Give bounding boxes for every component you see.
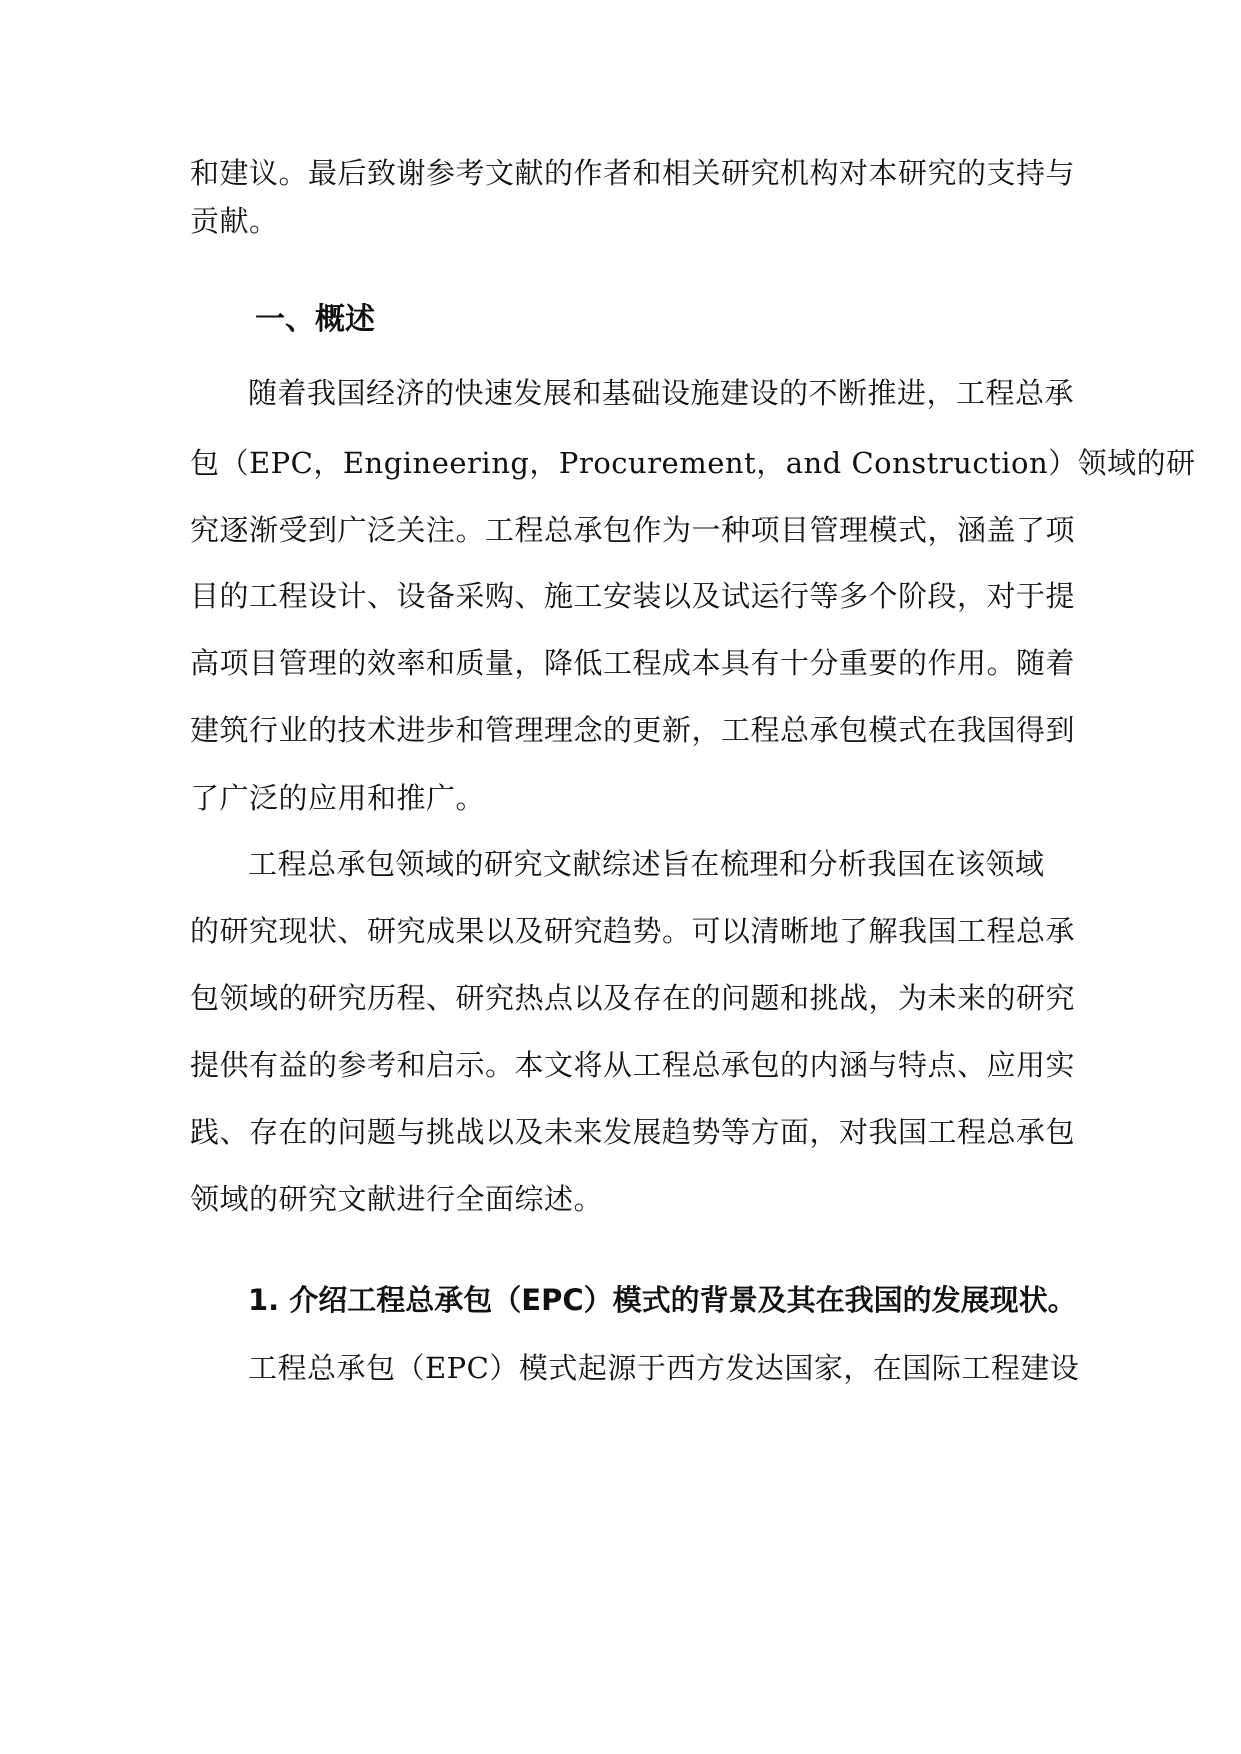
paragraph-line: 提供有益的参考和启示。本文将从工程总承包的内涵与特点、应用实: [190, 1048, 1076, 1082]
paragraph-line: 领域的研究文献进行全面综述。: [190, 1182, 604, 1216]
paragraph-line: 包（EPC，Engineering，Procurement，and Construction）领域的研: [190, 446, 1196, 480]
intro-paragraph-line: 和建议。最后致谢参考文献的作者和相关研究机构对本研究的支持与: [190, 156, 1076, 190]
paragraph-line: 随着我国经济的快速发展和基础设施建设的不断推进，工程总承: [248, 376, 1075, 410]
paragraph-line: 的研究现状、研究成果以及研究趋势。可以清晰地了解我国工程总承: [190, 914, 1076, 948]
section-heading: 一、概述: [255, 302, 375, 337]
subsection-heading: 1. 介绍工程总承包（EPC）模式的背景及其在我国的发展现状。: [248, 1283, 1077, 1317]
paragraph-line: 建筑行业的技术进步和管理理念的更新，工程总承包模式在我国得到: [190, 713, 1076, 747]
paragraph-line: 包领域的研究历程、研究热点以及存在的问题和挑战，为未来的研究: [190, 981, 1076, 1015]
paragraph-line: 工程总承包领域的研究文献综述旨在梳理和分析我国在该领域: [248, 847, 1045, 881]
paragraph-line: 目的工程设计、设备采购、施工安装以及试运行等多个阶段，对于提: [190, 579, 1076, 613]
paragraph-line: 工程总承包（EPC）模式起源于西方发达国家，在国际工程建设: [248, 1351, 1080, 1385]
intro-paragraph-line: 贡献。: [190, 204, 279, 238]
paragraph-line: 践、存在的问题与挑战以及未来发展趋势等方面，对我国工程总承包: [190, 1115, 1076, 1149]
paragraph-line: 了广泛的应用和推广。: [190, 781, 486, 815]
paragraph-line: 究逐渐受到广泛关注。工程总承包作为一种项目管理模式，涵盖了项: [190, 513, 1076, 547]
paragraph-line: 高项目管理的效率和质量，降低工程成本具有十分重要的作用。随着: [190, 646, 1076, 680]
